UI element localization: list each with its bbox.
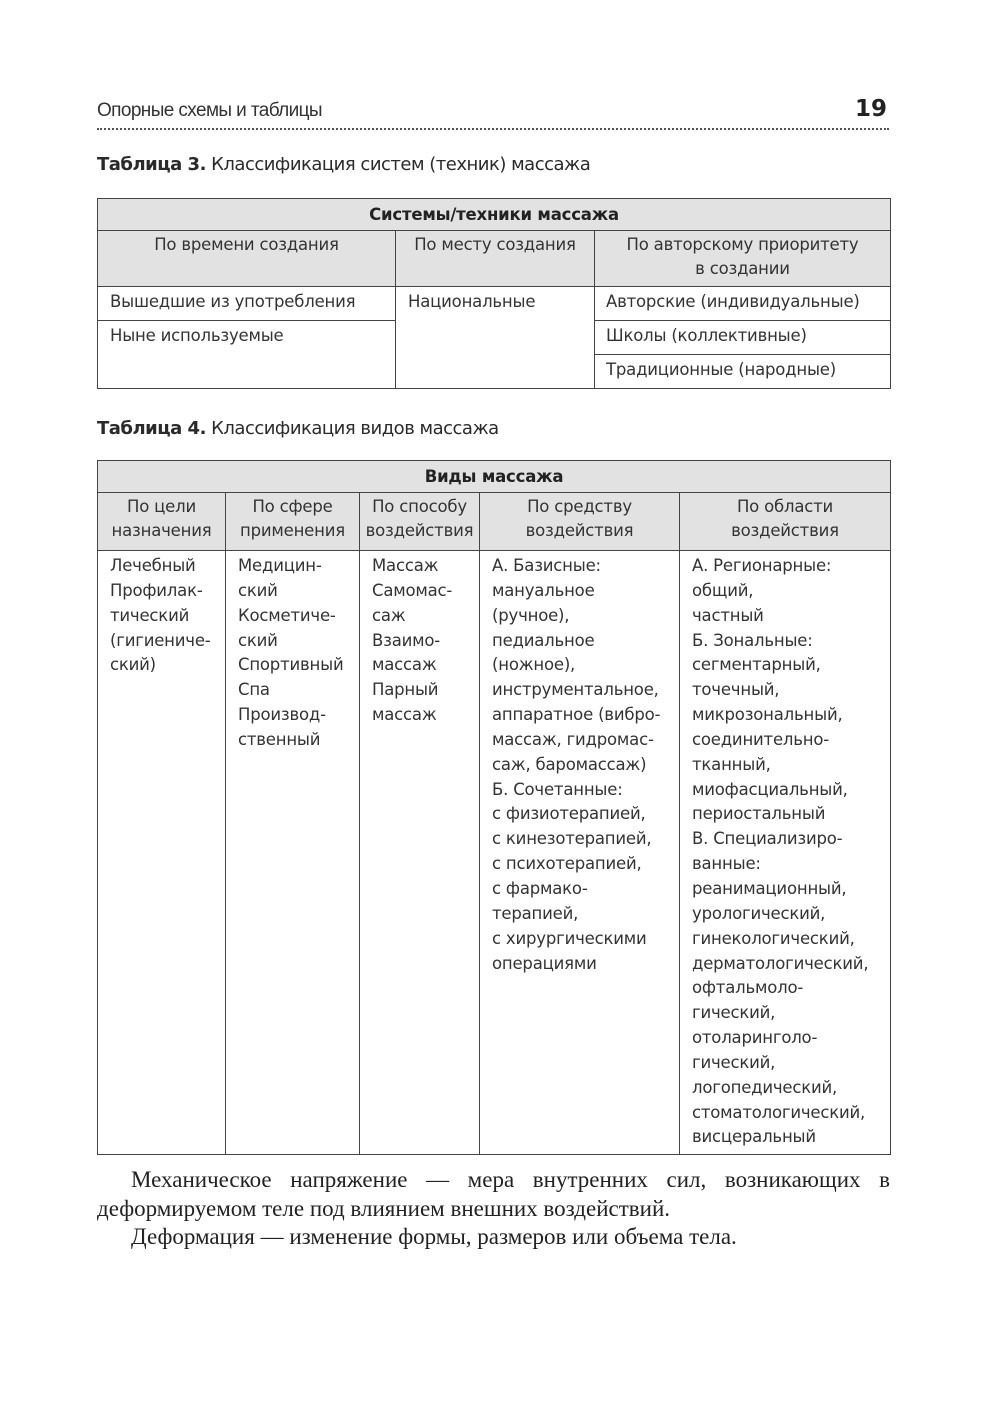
table4-cell-line: педиальное: [492, 630, 595, 650]
table4-cell: [226, 551, 360, 1155]
table4-column-header-line: По средству: [527, 497, 632, 516]
table4-cell-line: саж, баромассаж): [492, 754, 647, 774]
table3-column-header-line: По авторскому приоритету: [626, 235, 859, 254]
table4-cell-line: массаж: [372, 655, 437, 675]
table4-cell-line: (ножное),: [492, 655, 576, 675]
table3-cell: Вышедшие из употребления: [98, 287, 396, 321]
table4-cell-line: с хирургическими: [492, 928, 647, 948]
table4-cell-line: инструментальное,: [492, 680, 659, 700]
table3-heading: Системы/техники массажа: [98, 199, 891, 231]
table4-cell-line: гический,: [692, 1003, 776, 1023]
table4-cell-line: Б. Зональные:: [692, 630, 813, 650]
table3-cell: Национальные: [396, 287, 595, 389]
table4-cell-line: тический: [110, 605, 190, 625]
table4-cell-line: общий,: [692, 580, 754, 600]
table4-cell: [98, 551, 226, 1155]
table4-cell-line: саж: [372, 605, 406, 625]
table4-cell-line: Б. Сочетанные:: [492, 779, 623, 799]
running-title: Опорные схемы и таблицы: [97, 100, 322, 121]
table4-cell-line: урологический,: [692, 903, 826, 923]
table4-cell-line: В. Специализиро-: [692, 829, 843, 849]
table3-cell: Школы (коллективные): [595, 321, 891, 355]
table4-massage-types: [97, 460, 891, 1155]
table4-column-header-line: По способу: [372, 497, 467, 516]
table4-cell-line: массаж: [372, 705, 437, 725]
table4-caption: [97, 418, 499, 439]
table3-cell: Ныне используемые: [98, 321, 396, 389]
table4-cell-line: периостальный: [692, 804, 826, 824]
table4-cell-line: Косметиче-: [238, 605, 336, 625]
paragraph-mechanical-stress: Механическое напряжение — мера внутренних сил, возникающих в деформируемом теле под влиянием внешних воздействий.: [97, 1167, 890, 1221]
table4-column-header: [226, 493, 360, 551]
table3-caption: [97, 154, 590, 175]
table4-cell-line: Парный: [372, 680, 439, 700]
table4-cell-line: ский: [238, 580, 278, 600]
table4-cell-line: Лечебный: [110, 556, 196, 575]
table4-cell-line: офтальмоло-: [692, 978, 804, 998]
table3-cell: Традиционные (народные): [595, 355, 891, 389]
table4-cell-line: Взаимо-: [372, 630, 441, 650]
table4-cell-line: отоларинголо-: [692, 1028, 818, 1048]
table4-cell-line: Спа: [238, 680, 270, 700]
table4-cell-line: ский: [238, 630, 278, 650]
paragraph-deformation: Деформация — изменение формы, размеров или объема тела.: [131, 1224, 737, 1249]
table4-cell-line: с физиотерапией,: [492, 804, 646, 824]
table3-column-header: По времени создания: [98, 231, 396, 287]
table4-cell: [360, 551, 480, 1155]
table4-cell-line: Профилак-: [110, 580, 203, 600]
table4-cell-line: операциями: [492, 953, 597, 973]
table4-cell-line: ственный: [238, 729, 321, 749]
table4-cell-line: стоматологический,: [692, 1102, 866, 1122]
table4-cell-line: терапией,: [492, 903, 579, 923]
table4-cell-line: с фармако-: [492, 878, 588, 898]
running-header: [97, 98, 889, 130]
table4-cell-line: сегментарный,: [692, 655, 821, 675]
table4-column-header-line: По цели: [127, 497, 196, 516]
table4-cell-line: частный: [692, 605, 764, 625]
table4-cell-line: тканный,: [692, 754, 771, 774]
table4-cell-line: (гигиениче-: [110, 630, 211, 650]
table4-cell-line: ванные:: [692, 854, 761, 874]
table3-column-header: [595, 231, 891, 287]
table3-column-header: По месту создания: [396, 231, 595, 287]
table4-cell-line: Самомас-: [372, 580, 453, 600]
table4-cell-line: с кинезотерапией,: [492, 829, 652, 849]
table4-cell-line: с психотерапией,: [492, 854, 642, 874]
table3-column-header-line: в создании: [695, 259, 790, 278]
table4-cell-line: гический,: [692, 1052, 776, 1072]
table4-cell-line: гинекологический,: [692, 928, 855, 948]
table4-cell-line: массаж, гидромас-: [492, 729, 654, 749]
table4-column-header-line: назначения: [111, 521, 212, 540]
table4-cell-line: миофасциальный,: [692, 779, 848, 799]
table4-cell-line: дерматологический,: [692, 953, 869, 973]
table4-cell-line: Спортивный: [238, 655, 344, 675]
table3-cell: Авторские (индивидуальные): [595, 287, 891, 321]
table4-column-header: [680, 493, 891, 551]
table4-column-header: [98, 493, 226, 551]
table4-column-header: [480, 493, 680, 551]
table4-column-header-line: По области: [736, 497, 834, 516]
table4-cell-line: реанимационный,: [692, 878, 847, 898]
table4-caption-text: Классификация видов массажа: [205, 418, 499, 439]
table3-caption-text: Классификация систем (техник) массажа: [205, 154, 591, 175]
table4-cell-line: точечный,: [692, 680, 780, 700]
table4-cell-line: А. Базисные:: [492, 556, 601, 575]
table4-cell: [480, 551, 680, 1155]
table4-cell-line: мануальное: [492, 580, 595, 600]
table4-cell-line: А. Регионарные:: [692, 556, 832, 575]
table4-cell-line: микрозональный,: [692, 705, 843, 725]
table3-massage-systems: [97, 198, 891, 389]
table4-cell-line: (ручное),: [492, 605, 570, 625]
table3-caption-label: Таблица 3.: [97, 154, 206, 175]
table4-column-header-line: По сфере: [252, 497, 333, 516]
table4-column-header-line: воздействия: [731, 521, 839, 540]
table4-cell-line: ский): [110, 655, 156, 675]
table4-cell-line: логопедический,: [692, 1077, 838, 1097]
table4-cell: [680, 551, 891, 1155]
table4-cell-line: Производ-: [238, 705, 326, 725]
table4-cell-line: Массаж: [372, 556, 439, 575]
table4-cell-line: аппаратное (вибро-: [492, 705, 661, 725]
table4-cell-line: Медицин-: [238, 556, 322, 575]
table4-column-header: [360, 493, 480, 551]
table4-column-header-line: воздействия: [365, 521, 474, 540]
table4-caption-label: Таблица 4.: [97, 418, 206, 439]
table4-column-header-line: воздействия: [525, 521, 634, 540]
table4-cell-line: висцеральный: [692, 1127, 816, 1147]
table4-cell-line: соединительно-: [692, 729, 830, 749]
page-number: 19: [854, 96, 887, 122]
table4-column-header-line: применения: [240, 521, 345, 540]
table4-heading: Виды массажа: [98, 461, 891, 493]
